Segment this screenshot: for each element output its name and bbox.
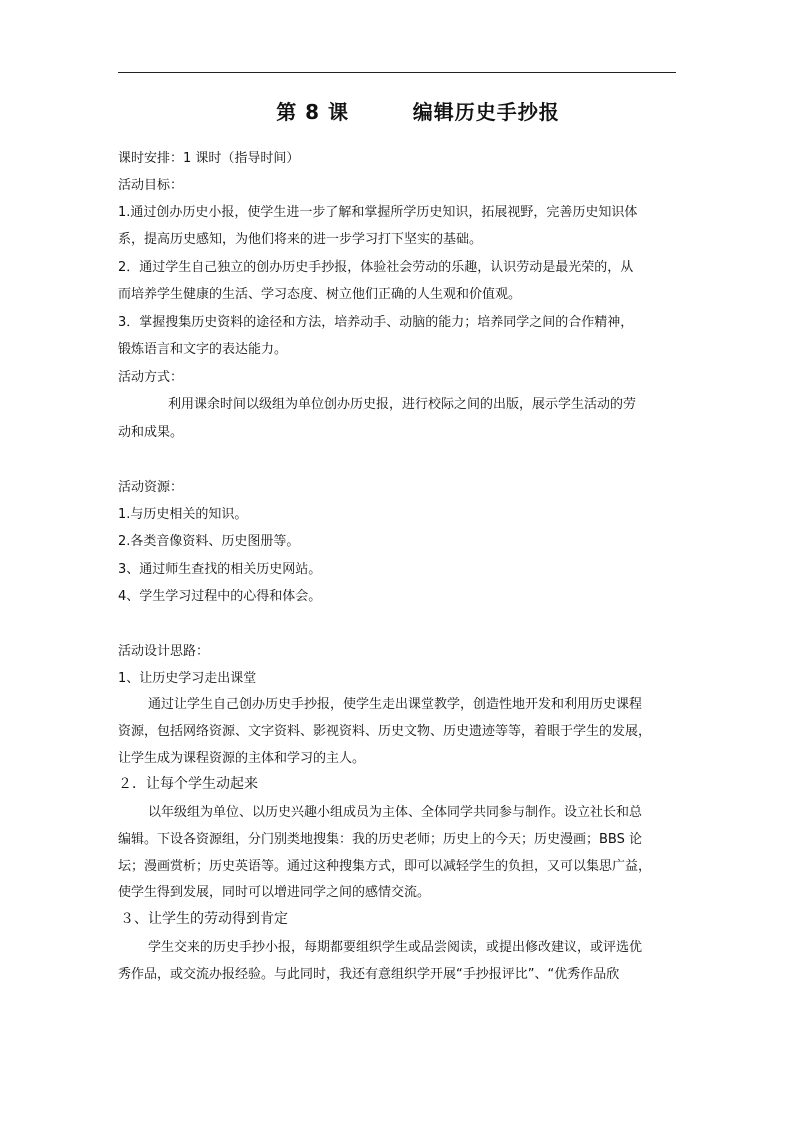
goal-1-line-1: 1.通过创办历史小报，使学生进一步了解和掌握所学历史知识，拓展视野，完善历史知识体 (118, 205, 638, 220)
title-lesson: 第 8 课 (276, 100, 350, 124)
design-2-line-4: 使学生得到发展，同时可以增进同学之间的感情交流。 (118, 885, 431, 900)
method-line-2: 动和成果。 (118, 425, 184, 440)
design-1-heading: 1、让历史学习走出课堂 (118, 671, 257, 686)
goal-2-line-2: 而培养学生健康的生活、学习态度、树立他们正确的人生观和价值观。 (118, 287, 522, 302)
design-3-line-1: 学生交来的历史手抄小报，每期都要组织学生或品尝阅读，或提出修改建议，或评选优 (148, 940, 643, 955)
resource-1: 1.与历史相关的知识。 (118, 507, 248, 522)
method-line-1: 利用课余时间以级组为单位创办历史报，进行校际之间的出版，展示学生活动的劳 (168, 397, 637, 412)
header-rule (118, 72, 676, 73)
design-2-heading: ２．让每个学生动起来 (118, 776, 258, 792)
schedule-line: 课时安排：1 课时（指导时间） (118, 151, 300, 166)
title-text: 编辑历史手抄报 (412, 100, 560, 124)
design-3-line-2: 秀作品，或交流办报经验。与此同时，我还有意组织学开展“手抄报评比”、“优秀作品欣 (118, 967, 620, 982)
resource-4: 4、学生学习过程中的心得和体会。 (118, 589, 322, 604)
design-1-line-2: 资源，包括网络资源、文字资料、影视资料、历史文物、历史遗迹等等，着眼于学生的发展， (118, 724, 652, 739)
design-2-line-3: 坛；漫画赏析；历史英语等。通过这种搜集方式，即可以减轻学生的负担，又可以集思广益， (118, 859, 652, 874)
design-2-line-1: 以年级组为单位、以历史兴趣小组成员为主体、全体同学共同参与制作。设立社长和总 (148, 805, 643, 820)
goals-heading: 活动目标： (118, 178, 184, 193)
resource-3: 3、通过师生查找的相关历史网站。 (118, 562, 322, 577)
resource-2: 2.各类音像资料、历史图册等。 (118, 534, 300, 549)
goal-1-line-2: 系，提高历史感知，为他们将来的进一步学习打下坚实的基础。 (118, 232, 483, 247)
design-1-line-1: 通过让学生自己创办历史手抄报，使学生走出课堂教学，创造性地开发和利用历史课程 (148, 697, 643, 712)
method-heading: 活动方式： (118, 370, 184, 385)
design-3-heading: ３、让学生的劳动得到肯定 (120, 911, 288, 927)
page-title (118, 96, 718, 125)
design-2-line-2: 编辑。下设各资源组，分门别类地搜集：我的历史老师；历史上的今天；历史漫画；BBS 论 (118, 832, 642, 847)
design-1-line-3: 让学生成为课程资源的主体和学习的主人。 (118, 751, 366, 766)
goal-2-line-1: 2．通过学生自己独立的创办历史手抄报，体验社会劳动的乐趣，认识劳动是最光荣的，从 (118, 260, 634, 275)
goal-3-line-1: 3．掌握搜集历史资料的途径和方法，培养动手、动脑的能力；培养同学之间的合作精神， (118, 315, 634, 330)
design-heading: 活动设计思路： (118, 644, 210, 659)
resources-heading: 活动资源： (118, 480, 184, 495)
goal-3-line-2: 锻炼语言和文字的表达能力。 (118, 342, 288, 357)
